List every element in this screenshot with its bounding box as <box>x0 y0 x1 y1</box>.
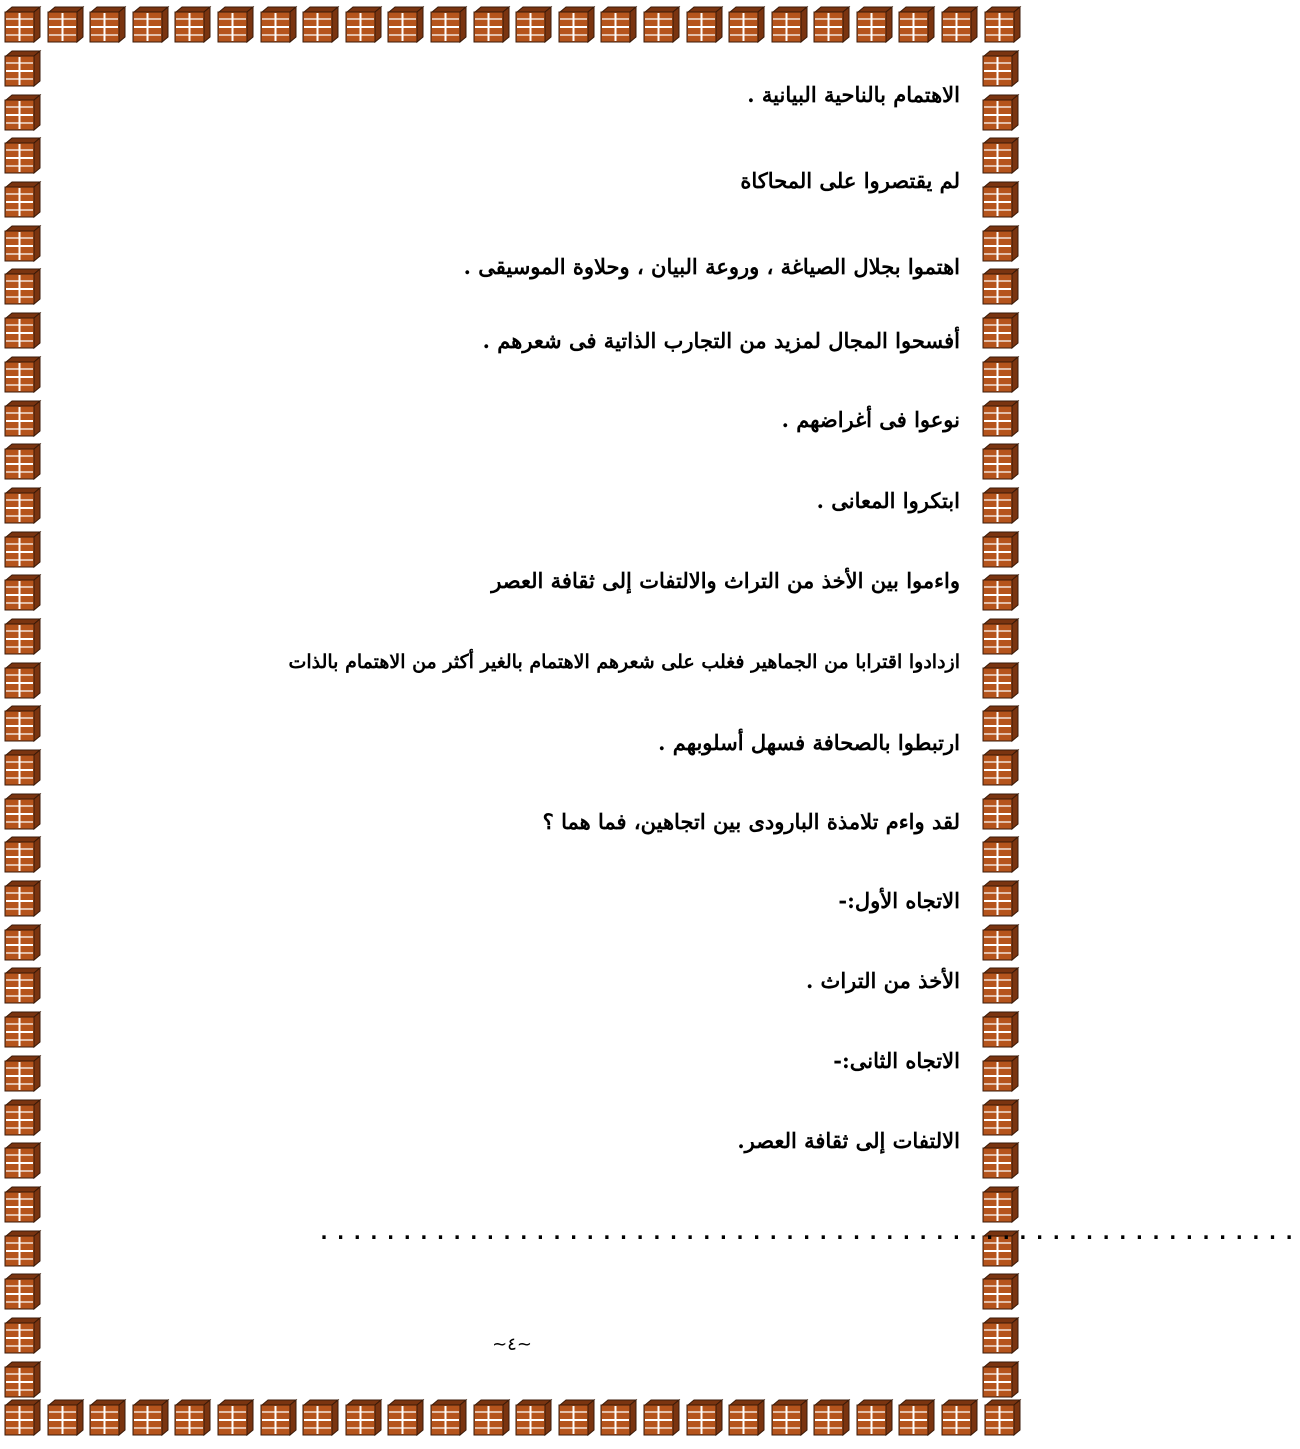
text-line-13: الاتجاه الثانى:- <box>833 1048 960 1073</box>
brick-box-icon <box>684 1399 724 1437</box>
brick-box-icon <box>854 1399 894 1437</box>
brick-box-icon <box>258 1399 298 1437</box>
text-line-7: واءموا بين الأخذ من التراث والالتفات إلى ثقافة العصر <box>491 568 960 593</box>
right-border <box>980 50 1024 1399</box>
brick-box-icon <box>896 1399 936 1437</box>
brick-box-icon <box>556 6 596 44</box>
brick-box-icon <box>641 6 681 44</box>
brick-box-icon <box>471 1399 511 1437</box>
brick-box-icon <box>980 924 1020 962</box>
brick-box-icon <box>556 1399 596 1437</box>
text-line-14: الالتفات إلى ثقافة العصر. <box>737 1128 960 1153</box>
text-line-6: ابتكروا المعانى . <box>816 488 960 513</box>
brick-box-icon <box>2 1142 42 1180</box>
brick-box-icon <box>896 6 936 44</box>
brick-box-icon <box>2 1099 42 1137</box>
brick-box-icon <box>980 356 1020 394</box>
text-line-12: الأخذ من التراث . <box>805 968 960 993</box>
brick-box-icon <box>2 181 42 219</box>
top-border <box>0 6 1024 50</box>
brick-box-icon <box>2 443 42 481</box>
brick-box-icon <box>726 1399 766 1437</box>
text-line-5: نوعوا فى أغراضهم . <box>781 407 960 432</box>
brick-box-icon <box>2 574 42 612</box>
brick-box-icon <box>258 6 298 44</box>
brick-box-icon <box>980 880 1020 918</box>
text-line-8: ازدادوا اقترابا من الجماهير فغلب على شعرهم الاهتمام بالغير أكثر من الاهتمام بالذات <box>288 651 960 673</box>
text-line-3: اهتموا بجلال الصياغة ، وروعة البيان ، وحلاوة الموسيقى . <box>463 254 960 279</box>
brick-box-icon <box>598 1399 638 1437</box>
brick-box-icon <box>980 225 1020 263</box>
brick-box-icon <box>980 531 1020 569</box>
text-line-11: الاتجاه الأول:- <box>838 888 960 913</box>
text-line-1: الاهتمام بالناحية البيانية . <box>747 82 960 107</box>
left-border <box>2 50 46 1399</box>
brick-box-icon <box>980 967 1020 1005</box>
brick-box-icon <box>45 1399 85 1437</box>
brick-box-icon <box>598 6 638 44</box>
brick-box-icon <box>980 1055 1020 1093</box>
brick-box-icon <box>980 1011 1020 1049</box>
brick-box-icon <box>811 6 851 44</box>
brick-box-icon <box>2 880 42 918</box>
brick-box-icon <box>2 1230 42 1268</box>
brick-box-icon <box>2 1361 42 1399</box>
bottom-border <box>0 1399 1024 1443</box>
brick-box-icon <box>215 6 255 44</box>
brick-box-icon <box>130 6 170 44</box>
brick-box-icon <box>726 6 766 44</box>
brick-box-icon <box>2 50 42 88</box>
brick-box-icon <box>980 1186 1020 1224</box>
brick-box-icon <box>2 705 42 743</box>
brick-box-icon <box>343 6 383 44</box>
brick-box-icon <box>385 1399 425 1437</box>
brick-box-icon <box>980 312 1020 350</box>
brick-box-icon <box>2 1055 42 1093</box>
brick-box-icon <box>428 1399 468 1437</box>
brick-box-icon <box>980 181 1020 219</box>
brick-box-icon <box>2 531 42 569</box>
brick-box-icon <box>980 793 1020 831</box>
page-number: ~٤~ <box>492 1334 532 1355</box>
brick-box-icon <box>980 487 1020 525</box>
brick-box-icon <box>2 924 42 962</box>
brick-box-icon <box>980 50 1020 88</box>
brick-box-icon <box>172 6 212 44</box>
brick-box-icon <box>471 6 511 44</box>
brick-box-icon <box>811 1399 851 1437</box>
text-line-9: ارتبطوا بالصحافة فسهل أسلوبهم . <box>658 730 960 755</box>
brick-box-icon <box>172 1399 212 1437</box>
brick-box-icon <box>215 1399 255 1437</box>
brick-box-icon <box>2 1273 42 1311</box>
brick-box-icon <box>982 1399 1022 1437</box>
brick-box-icon <box>2 137 42 175</box>
brick-box-icon <box>45 6 85 44</box>
brick-box-icon <box>980 1273 1020 1311</box>
brick-box-icon <box>980 268 1020 306</box>
brick-box-icon <box>769 6 809 44</box>
brick-box-icon <box>939 6 979 44</box>
text-line-10: لقد واءم تلامذة البارودى بين اتجاهين، فما هما ؟ <box>542 809 960 834</box>
brick-box-icon <box>513 6 553 44</box>
brick-box-icon <box>428 6 468 44</box>
brick-box-icon <box>980 1099 1020 1137</box>
brick-box-icon <box>2 793 42 831</box>
brick-box-icon <box>300 6 340 44</box>
brick-box-icon <box>980 749 1020 787</box>
brick-box-icon <box>641 1399 681 1437</box>
brick-box-icon <box>2 94 42 132</box>
brick-box-icon <box>2 356 42 394</box>
brick-box-icon <box>300 1399 340 1437</box>
text-line-4: أفسحوا المجال لمزيد من التجارب الذاتية فى شعرهم . <box>482 328 960 353</box>
brick-box-icon <box>980 662 1020 700</box>
brick-box-icon <box>2 967 42 1005</box>
brick-box-icon <box>2 1011 42 1049</box>
brick-box-icon <box>2 312 42 350</box>
brick-box-icon <box>2 618 42 656</box>
brick-box-icon <box>2 225 42 263</box>
brick-box-icon <box>2 662 42 700</box>
brick-box-icon <box>130 1399 170 1437</box>
brick-box-icon <box>87 1399 127 1437</box>
brick-box-icon <box>854 6 894 44</box>
brick-box-icon <box>980 618 1020 656</box>
brick-box-icon <box>2 400 42 438</box>
brick-box-icon <box>684 6 724 44</box>
brick-box-icon <box>939 1399 979 1437</box>
text-line-2: لم يقتصروا على المحاكاة <box>740 168 960 193</box>
brick-box-icon <box>513 1399 553 1437</box>
brick-box-icon <box>2 268 42 306</box>
brick-box-icon <box>2 487 42 525</box>
brick-box-icon <box>980 137 1020 175</box>
brick-box-icon <box>385 6 425 44</box>
dotted-separator: ........................................................... <box>318 1220 1300 1244</box>
brick-box-icon <box>980 400 1020 438</box>
brick-box-icon <box>980 705 1020 743</box>
brick-box-icon <box>980 836 1020 874</box>
brick-box-icon <box>2 1186 42 1224</box>
brick-box-icon <box>980 574 1020 612</box>
brick-box-icon <box>2 6 42 44</box>
brick-box-icon <box>2 836 42 874</box>
brick-box-icon <box>980 1361 1020 1399</box>
brick-box-icon <box>2 749 42 787</box>
brick-box-icon <box>980 443 1020 481</box>
brick-box-icon <box>343 1399 383 1437</box>
brick-box-icon <box>87 6 127 44</box>
brick-box-icon <box>2 1399 42 1437</box>
brick-box-icon <box>769 1399 809 1437</box>
brick-box-icon <box>980 1142 1020 1180</box>
brick-box-icon <box>982 6 1022 44</box>
brick-box-icon <box>980 94 1020 132</box>
